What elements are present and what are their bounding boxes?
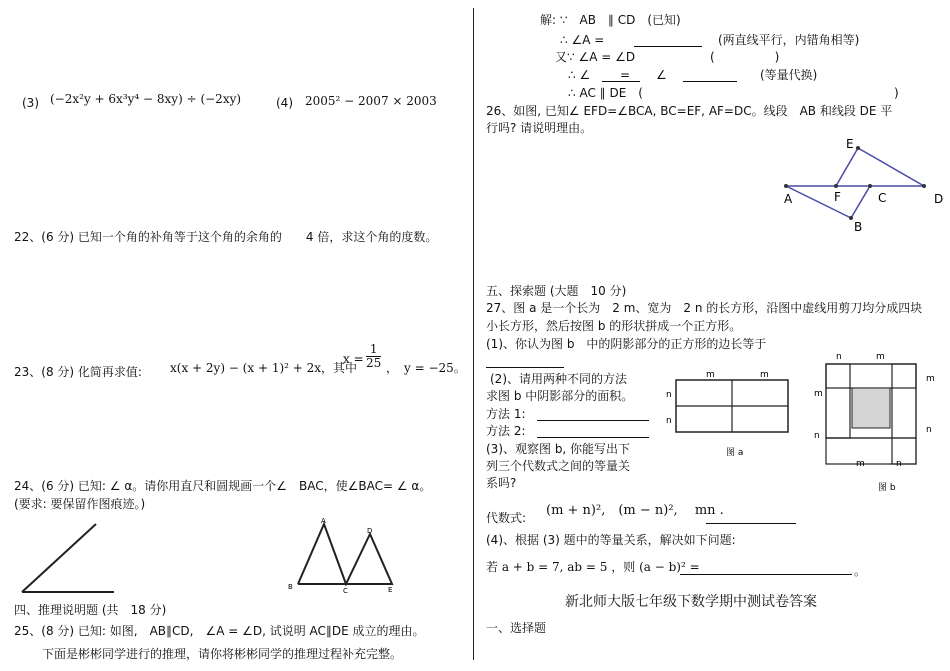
question-27-line1: 27、图 a 是一个长为 2 m、宽为 2 n 的长方形，沿图中虚线用剪刀均分成四块 bbox=[486, 301, 923, 315]
fig-a-label-m2: m bbox=[760, 370, 769, 380]
fig-a-caption: 图 a bbox=[726, 448, 744, 458]
question-25-line1: 25、(8 分) 已知: 如图, AB∥CD, ∠A = ∠D, 试说明 AC∥DE 成立的理由。 bbox=[14, 624, 425, 638]
question-27-part4: (4)、根据 (3) 题中的等量关系，解决如下问题: bbox=[486, 533, 736, 547]
part4-answer-blank[interactable] bbox=[680, 573, 852, 575]
label-e: E bbox=[388, 586, 393, 594]
label-a: A bbox=[321, 517, 326, 525]
angle-alpha-figure bbox=[18, 514, 118, 594]
fig26-label-c: C bbox=[878, 191, 887, 205]
q3-expression: (−2x²y + 6x³y⁴ − 8xy) ÷ (−2xy) bbox=[50, 92, 242, 106]
question-27-part2-line2: 求图 b 中阴影部分的面积。 bbox=[486, 389, 634, 403]
figure-b bbox=[810, 348, 940, 496]
fig-b-label-left-n: n bbox=[814, 431, 820, 441]
fraction-denominator: 25 bbox=[366, 356, 382, 371]
fig-b-label-right-n: n bbox=[926, 425, 932, 435]
solution-line1: 解: ∵ AB ∥ CD (已知) bbox=[540, 13, 681, 27]
triangles-figure bbox=[288, 516, 408, 596]
fig-b-caption: 图 b bbox=[878, 483, 896, 493]
question-23-x: x = bbox=[343, 352, 364, 366]
solution-line4-eq: = bbox=[620, 68, 631, 82]
method-1-blank[interactable] bbox=[537, 419, 649, 421]
question-26-figure bbox=[776, 136, 950, 236]
fraction-numerator: 1 bbox=[366, 343, 381, 357]
fig26-label-d: D bbox=[934, 192, 944, 206]
question-25-line2: 下面是彬彬同学进行的推理，请你将彬彬同学的推理过程补充完整。 bbox=[42, 647, 403, 661]
fig-b-label-top-n: n bbox=[836, 352, 842, 362]
fig26-label-e: E bbox=[846, 137, 854, 151]
question-24-line2: (要求: 要保留作图痕迹。) bbox=[14, 497, 146, 511]
solution-line2-reason: (两直线平行，内错角相等) bbox=[718, 33, 860, 47]
question-23-expression: x(x + 2y) − (x + 1)² + 2x，其中 bbox=[170, 361, 358, 375]
question-27-part4-expression: 若 a + b = 7, ab = 5 ，则 (a − b)² = bbox=[486, 560, 700, 574]
label-b: B bbox=[288, 583, 293, 591]
fig-b-label-right-m: m bbox=[926, 374, 935, 384]
expressions-label: 代数式: bbox=[486, 511, 527, 525]
question-23-y: ， y = −25。 bbox=[386, 361, 466, 375]
answer-key-title: 新北师大版七年级下数学期中测试卷答案 bbox=[565, 594, 817, 610]
question-23-fraction bbox=[366, 343, 381, 370]
question-22: 22、(6 分) 已知一个角的补角等于这个角的余角的 4 倍，求这个角的度数。 bbox=[14, 230, 438, 244]
fig26-label-f: F bbox=[834, 190, 841, 204]
question-24-line1: 24、(6 分) 已知: ∠ α。请你用直尺和圆规画一个∠ BAC，使∠BAC= ∠ α。 bbox=[14, 479, 432, 493]
part4-end-mark: 。 bbox=[854, 564, 867, 578]
label-d: D bbox=[367, 527, 373, 535]
question-26-line2: 行吗? 请说明理由。 bbox=[486, 121, 593, 135]
label-c: C bbox=[343, 587, 348, 595]
question-27-part1: (1)、你认为图 b 中的阴影部分的正方形的边长等于 bbox=[486, 337, 767, 351]
solution-line3: 又∵ ∠A = ∠D bbox=[555, 50, 636, 64]
section-4-heading: 四、推理说明题 (共 18 分) bbox=[14, 603, 167, 617]
q4-label: (4) bbox=[276, 96, 293, 110]
fig-a-label-n1: n bbox=[666, 390, 672, 400]
question-23-prefix: 23、(8 分) 化简再求值: bbox=[14, 365, 142, 379]
solution-line5: ∴ AC ∥ DE ( bbox=[568, 86, 643, 100]
solution-blank-3[interactable] bbox=[683, 80, 737, 82]
solution-blank-1[interactable] bbox=[634, 45, 702, 47]
solution-line5-close: ) bbox=[894, 86, 899, 100]
fig26-label-b: B bbox=[854, 220, 863, 234]
method-2-blank[interactable] bbox=[537, 436, 649, 438]
solution-line3-paren: ( ) bbox=[710, 50, 780, 64]
fig-a-label-n2: n bbox=[666, 416, 672, 426]
part1-answer-blank[interactable] bbox=[486, 366, 564, 368]
section-5-heading: 五、探索题 (大题 10 分) bbox=[486, 284, 627, 298]
method-2-label: 方法 2: bbox=[486, 424, 526, 438]
answer-section-1: 一、选择题 bbox=[486, 621, 547, 635]
question-27-part2-line1: (2)、请用两种不同的方法 bbox=[490, 372, 627, 386]
q3-label: (3) bbox=[22, 96, 39, 110]
question-26-line1: 26、如图, 已知∠ EFD=∠BCA, BC=EF, AF=DC。线段 AB 和线段 DE 平 bbox=[486, 104, 893, 118]
solution-line4-a: ∴ ∠ bbox=[568, 68, 591, 82]
solution-line4-b: ∠ bbox=[656, 68, 667, 82]
solution-line2: ∴ ∠A = bbox=[560, 33, 605, 47]
question-27-line2: 小长方形，然后按图 b 的形状拼成一个正方形。 bbox=[486, 319, 742, 333]
fig-b-label-bottom-m: m bbox=[856, 459, 865, 469]
q4-expression: 2005² − 2007 × 2003 bbox=[305, 94, 437, 108]
fig-b-label-bottom-n: n bbox=[896, 459, 902, 469]
fig26-label-a: A bbox=[784, 192, 793, 206]
solution-line4-reason: (等量代换) bbox=[760, 68, 818, 82]
expressions-answer-blank[interactable] bbox=[706, 522, 796, 524]
figure-a bbox=[664, 368, 794, 458]
fig-b-label-top-m: m bbox=[876, 352, 885, 362]
fig-b-label-left-m: m bbox=[814, 389, 823, 399]
question-27-part3-line2: 列三个代数式之间的等量关 bbox=[486, 459, 631, 473]
method-1-label: 方法 1: bbox=[486, 407, 526, 421]
fig-a-label-m1: m bbox=[706, 370, 715, 380]
column-divider bbox=[473, 8, 474, 660]
expressions-list: (m + n)², (m − n)², mn . bbox=[546, 503, 724, 518]
question-27-part3-line3: 系吗? bbox=[486, 476, 517, 490]
question-27-part3-line1: (3)、观察图 b, 你能写出下 bbox=[486, 442, 631, 456]
